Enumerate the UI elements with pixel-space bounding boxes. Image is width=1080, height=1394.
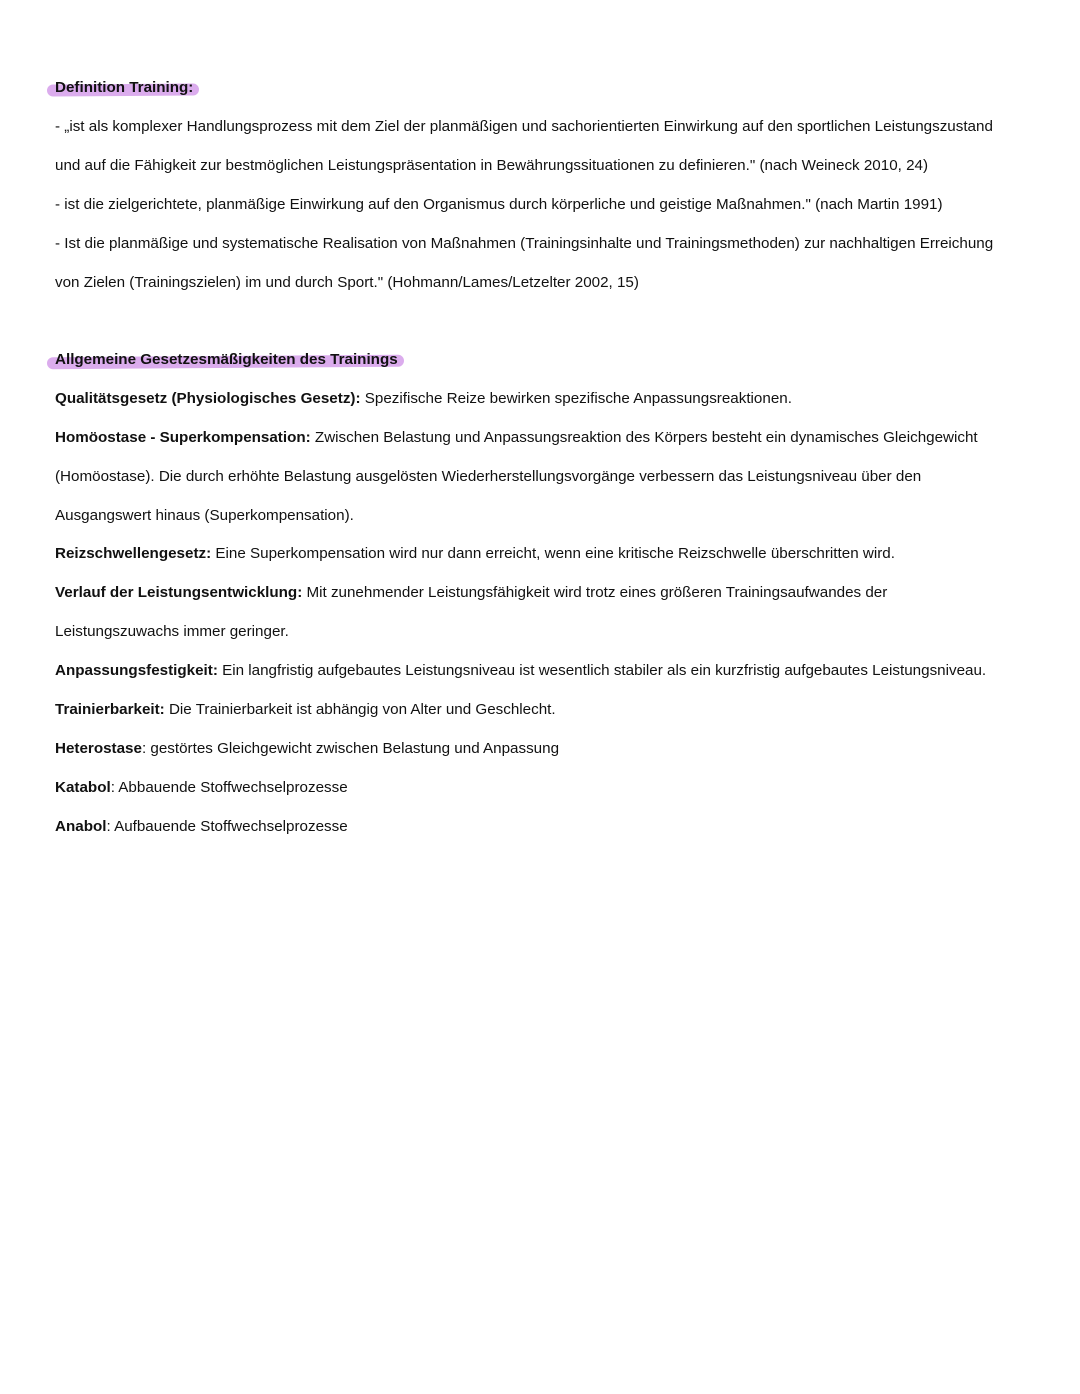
law-text: (Homöostase). Die durch erhöhte Belastung ausgelösten Wiederherstellungsvorgänge verbessern das Leistungsniveau über den — [55, 468, 922, 485]
law-text: Mit zunehmender Leistungsfähigkeit wird trotz eines größeren Trainingsaufwandes der — [302, 584, 888, 601]
law-item-continuation — [55, 506, 354, 526]
law-text: Ein langfristig aufgebautes Leistungsniveau ist wesentlich stabiler als ein kurzfristig aufgebautes Leistungsniveau. — [217, 662, 987, 679]
law-item-continuation — [55, 467, 921, 487]
law-text: Zwischen Belastung und Anpassungsreaktion des Körpers besteht ein dynamisches Gleichgewicht — [310, 429, 978, 446]
law-item — [55, 544, 895, 564]
definition-line: - ist die zielgerichtete, planmäßige Einwirkung auf den Organismus durch körperliche und geistige Maßnahmen." (nach Martin 1991) — [55, 196, 943, 213]
law-text: Spezifische Reize bewirken spezifische Anpassungsreaktionen. — [360, 390, 792, 407]
law-term: Katabol — [55, 779, 111, 796]
law-item — [55, 583, 887, 603]
law-text: : Aufbauende Stoffwechselprozesse — [106, 818, 348, 835]
law-term: Anabol — [55, 818, 107, 835]
definition-line: - Ist die planmäßige und systematische Realisation von Maßnahmen (Trainingsinhalte und Trainingsmethoden) zur nachhaltigen Erreichung — [55, 235, 994, 252]
law-item — [55, 700, 556, 720]
law-term: Qualitätsgesetz (Physiologisches Gesetz): — [55, 390, 361, 407]
law-text: Eine Superkompensation wird nur dann erreicht, wenn eine kritische Reizschwelle überschritten wird. — [211, 545, 895, 562]
definition-line: und auf die Fähigkeit zur bestmöglichen Leistungspräsentation in Bewährungssituationen zu definieren." (nach Weineck 2010, 24) — [55, 157, 929, 174]
law-term: Reizschwellengesetz: — [55, 545, 212, 562]
definition-line: - „ist als komplexer Handlungsprozess mit dem Ziel der planmäßigen und sachorientierten Einwirkung auf den sportlichen Leistungszustand — [55, 118, 993, 135]
law-item — [55, 778, 348, 798]
law-term: Verlauf der Leistungsentwicklung: — [55, 584, 303, 601]
law-term: Heterostase — [55, 740, 142, 757]
law-text: Ausgangswert hinaus (Superkompensation). — [55, 507, 354, 524]
law-item — [55, 817, 348, 837]
law-item — [55, 739, 559, 759]
definition-heading-line — [55, 78, 193, 98]
law-term: Homöostase - Superkompensation: — [55, 429, 311, 446]
law-term: Trainierbarkeit: — [55, 701, 165, 718]
law-item — [55, 661, 986, 681]
laws-heading: Allgemeine Gesetzesmäßigkeiten des Trainings — [55, 351, 398, 368]
definition-heading: Definition Training: — [55, 79, 194, 96]
definition-line: von Zielen (Trainingszielen) im und durch Sport." (Hohmann/Lames/Letzelter 2002, 15) — [55, 274, 639, 291]
law-text: : Abbauende Stoffwechselprozesse — [110, 779, 348, 796]
law-text: Leistungszuwachs immer geringer. — [55, 623, 289, 640]
law-item — [55, 428, 978, 448]
law-item-continuation — [55, 622, 289, 642]
law-term: Anpassungsfestigkeit: — [55, 662, 218, 679]
law-item — [55, 389, 792, 409]
law-text: : gestörtes Gleichgewicht zwischen Belastung und Anpassung — [141, 740, 560, 757]
laws-heading-line — [55, 350, 398, 370]
law-text: Die Trainierbarkeit ist abhängig von Alter und Geschlecht. — [164, 701, 556, 718]
